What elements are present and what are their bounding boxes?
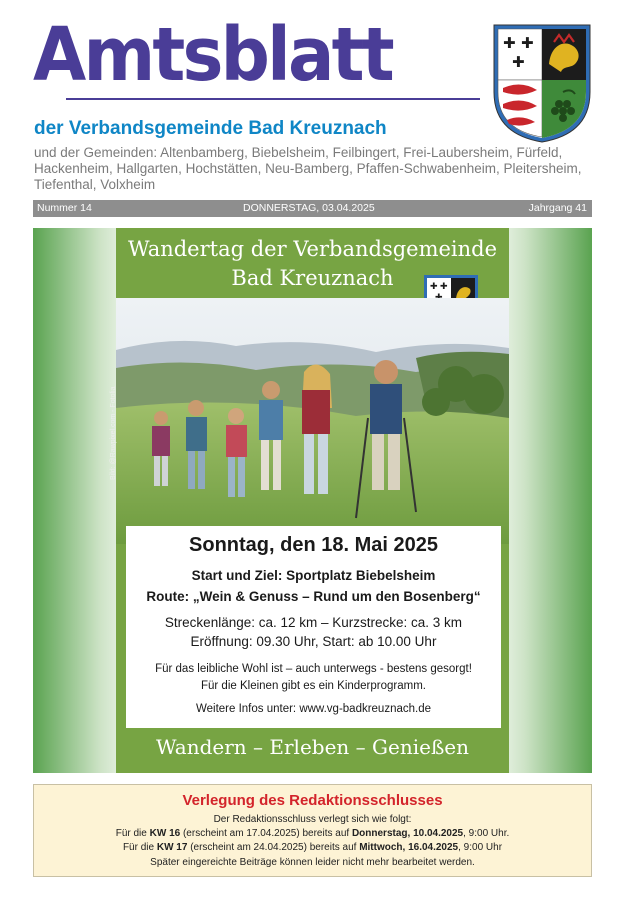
kw16-time: , 9:00 Uhr.: [463, 828, 510, 839]
event-kids: Für die Kleinen gibt es ein Kinderprogramm.: [200, 680, 426, 692]
masthead-rule: [66, 98, 480, 100]
svg-text:✚: ✚: [503, 34, 516, 52]
issue-volume: Jahrgang 41: [528, 202, 587, 214]
deadline-notice: [33, 784, 592, 877]
poster-title-line1: Wandertag der Verbandsgemeinde: [127, 237, 498, 261]
kw16-label: KW 16: [149, 828, 181, 839]
issue-date: DONNERSTAG, 03.04.2025: [243, 202, 375, 214]
hikers-photo: [116, 298, 509, 544]
notice-intro: Der Redaktionsschluss verlegt sich wie folgt:: [213, 814, 412, 825]
kw17-time: , 9:00 Uhr: [458, 842, 503, 853]
notice-footer: Später eingereichte Beiträge können leider nicht mehr bearbeitet werden.: [150, 857, 475, 868]
svg-text:✚: ✚: [430, 282, 438, 292]
event-info-link[interactable]: Weitere Infos unter: www.vg-badkreuznach.de: [195, 703, 432, 715]
issue-number: Nummer 14: [37, 202, 92, 214]
issue-bar: [33, 200, 592, 217]
poster-motto: Wandern – Erleben – Genießen: [155, 735, 470, 759]
notice-kw16: [34, 828, 591, 839]
kw17-day: Mittwoch, 16.04.2025: [359, 842, 459, 853]
event-route: Route: „Wein & Genuss – Rund um den Bosenberg“: [146, 589, 481, 604]
svg-text:✚: ✚: [440, 282, 448, 292]
municipalities-list: und der Gemeinden: Altenbamberg, Biebelsheim, Feilbingert, Frei-Laubersheim, Fürfeld, Hackenheim, Hallgarten, Hochstätten, Neu-Bamberg, Pfaffen-Schwabenheim, Pleitersheim, Tiefenthal, Volxheim: [34, 145, 582, 192]
kw17-middle: (erscheint am 24.04.2025) bereits auf: [187, 842, 360, 853]
event-distance: Streckenlänge: ca. 12 km – Kurzstrecke: ca. 3 km: [164, 615, 463, 630]
kw16-prefix: Für die: [115, 828, 150, 839]
event-info-box: [126, 526, 501, 728]
photo-credit: Bild: @Rawpixel.com - Fotolia: [110, 386, 117, 480]
kw17-prefix: Für die: [122, 842, 157, 853]
kw16-middle: (erscheint am 17.04.2025) bereits auf: [180, 828, 352, 839]
masthead-title: Amtsblatt: [33, 12, 392, 98]
masthead-subtitle: der Verbandsgemeinde Bad Kreuznach: [34, 118, 387, 139]
notice-kw17: [34, 842, 591, 853]
svg-text:✚: ✚: [521, 34, 534, 52]
event-opening: Eröffnung: 09.30 Uhr, Start: ab 10.00 Uhr: [190, 634, 437, 649]
notice-title: Verlegung des Redaktionsschlusses: [182, 792, 443, 809]
poster-title-line2: Bad Kreuznach: [231, 266, 394, 290]
svg-text:✚: ✚: [512, 53, 525, 71]
event-start: Start und Ziel: Sportplatz Biebelsheim: [191, 568, 436, 583]
coat-of-arms-icon: [491, 22, 593, 144]
kw16-day: Donnerstag, 10.04.2025: [351, 828, 464, 839]
event-date: Sonntag, den 18. Mai 2025: [189, 534, 438, 556]
event-food: Für das leibliche Wohl ist – auch unterwegs - bestens gesorgt!: [155, 663, 472, 675]
kw17-label: KW 17: [156, 842, 188, 853]
